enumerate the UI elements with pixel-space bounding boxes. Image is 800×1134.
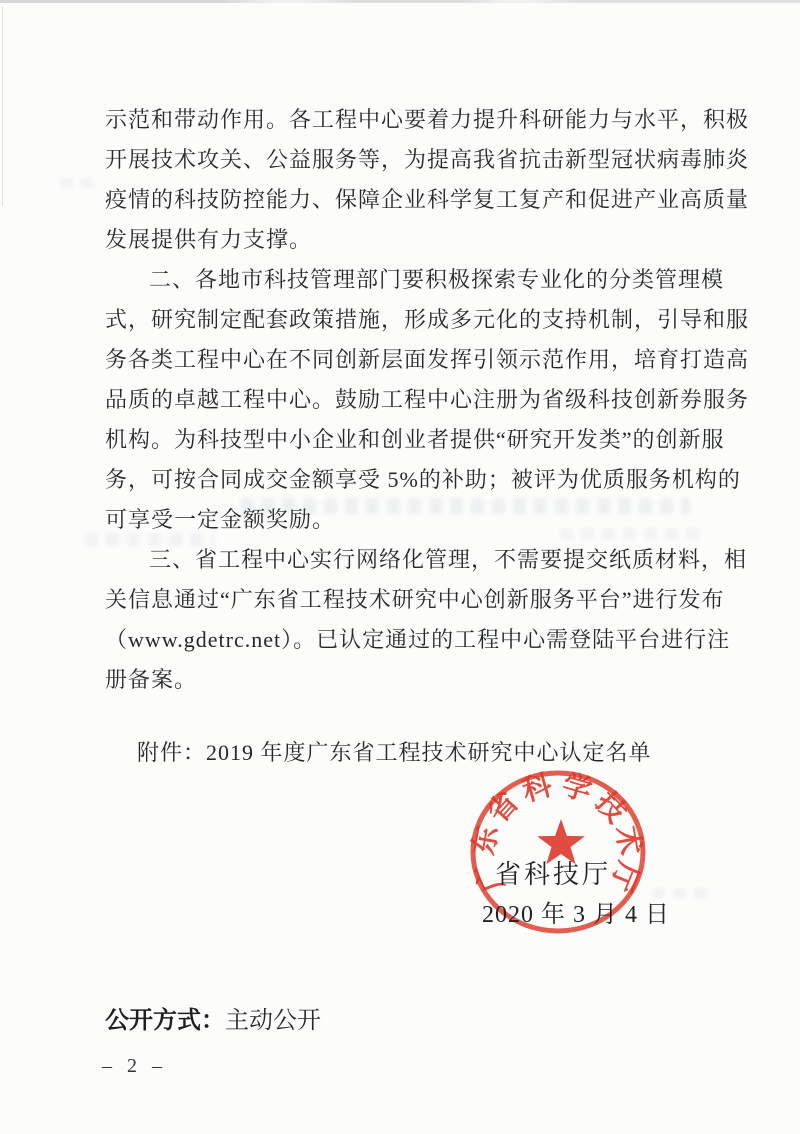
body-line: 可享受一定金额奖励。 — [105, 507, 336, 532]
signature-department: 省科技厅 — [495, 860, 612, 889]
body-line: 务各类工程中心在不同创新层面发挥引领示范作用，培育打造高 — [105, 347, 750, 372]
scan-edge-artifact-top — [0, 0, 800, 3]
seal-char: 省 — [481, 786, 526, 830]
body-line: 式，研究制定配套政策措施，形成多元化的支持机制，引导和服 — [105, 307, 750, 332]
body-line: 发展提供有力支撑。 — [105, 227, 313, 252]
body-line: 务，可按合同成交金额享受 5%的补助；被评为优质服务机构的 — [105, 467, 741, 492]
body-line: 开展技术攻关、公益服务等，为提高我省抗击新型冠状病毒肺炎 — [105, 147, 750, 172]
bleed-through-smudge — [240, 498, 690, 514]
body-line: 三、省工程中心实行网络化管理，不需要提交纸质材料，相 — [149, 547, 748, 572]
body-line: 册备案。 — [105, 667, 198, 692]
body-line: 品质的卓越工程中心。鼓励工程中心注册为省级科技创新券服务 — [105, 387, 750, 412]
body-line: （www.gdetrc.net）。已认定通过的工程中心需登陆平台进行注 — [105, 627, 731, 652]
bleed-through-smudge — [85, 533, 215, 546]
body-line: 示范和带动作用。各工程中心要着力提升科研能力与水平，积极 — [105, 107, 750, 132]
seal-char: 技 — [588, 786, 633, 830]
bleed-through-smudge — [60, 178, 102, 188]
disclosure-row — [105, 1005, 321, 1037]
document-body — [105, 100, 750, 700]
disclosure-label: 公开方式： — [105, 1007, 225, 1034]
seal-char: 科 — [518, 769, 556, 808]
body-line: 疫情的科技防控能力、保障企业科学复工复产和促进产业高质量 — [105, 187, 750, 212]
seal-char: 东 — [467, 823, 505, 858]
body-line: 二、各地市科技管理部门要积极探索专业化的分类管理模 — [149, 267, 725, 292]
seal-char: 学 — [558, 769, 596, 808]
seal-char: 厅 — [603, 857, 645, 897]
scan-edge-artifact-left — [2, 6, 3, 206]
seal-char: 术 — [609, 823, 647, 858]
signature-date: 2020 年 3 月 4 日 — [482, 902, 670, 928]
bleed-through-smudge — [560, 528, 700, 540]
body-line: 关信息通过“广东省工程技术研究中心创新服务平台”进行发布 — [105, 587, 725, 612]
disclosure-value: 主动公开 — [225, 1008, 321, 1034]
body-line: 机构。为科技型中小企业和创业者提供“研究开发类”的创新服 — [105, 427, 725, 452]
seal-char: 广 — [469, 857, 511, 897]
page-number: – 2 – — [102, 1055, 167, 1077]
attachment-line: 附件：2019 年度广东省工程技术研究中心认定名单 — [137, 740, 652, 765]
